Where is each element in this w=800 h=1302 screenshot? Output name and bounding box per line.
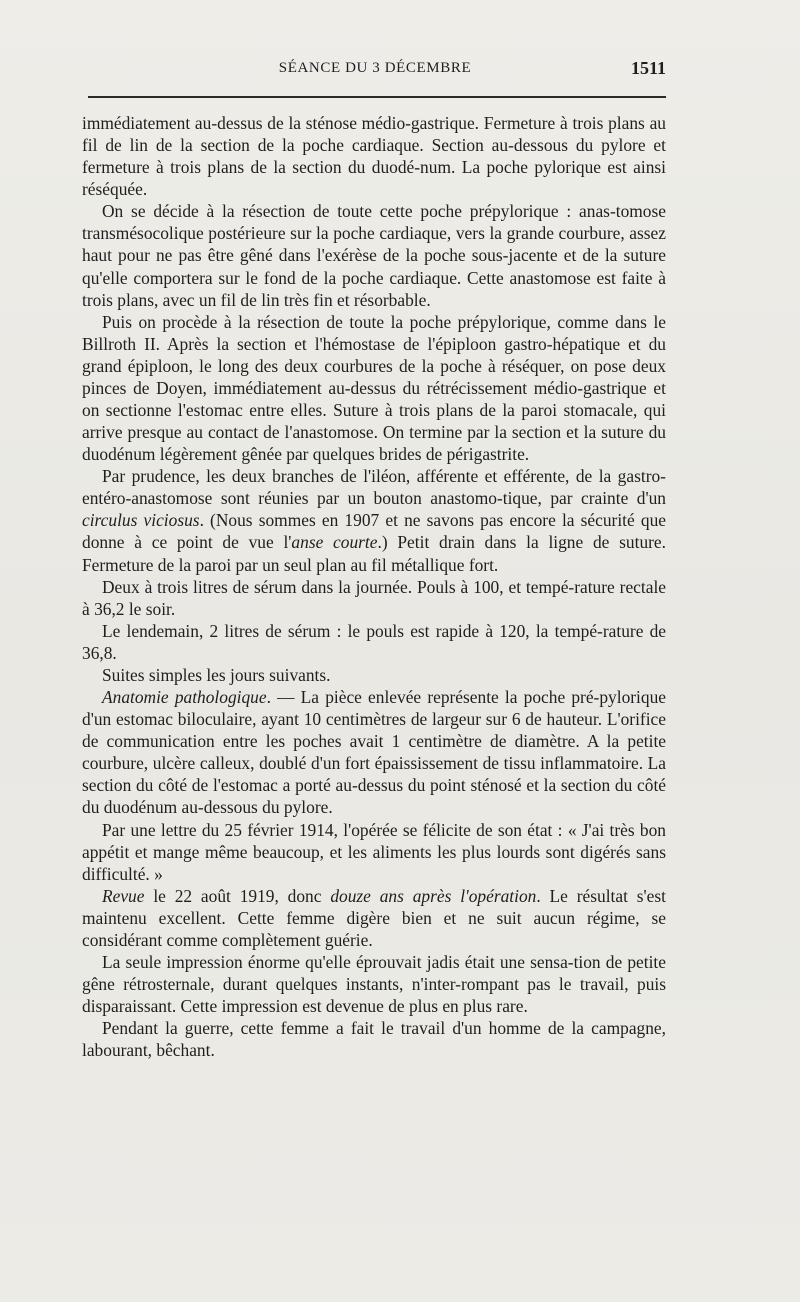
text-line: dessous du pylore et fermeture à trois plans de la section du duodé- [82, 135, 666, 178]
text-line: campagne, labourant, bêchant. [82, 1018, 666, 1061]
text-line: Puis on procède à la résection de toute la poche prépylorique, comme [102, 311, 609, 332]
text-line: Revue le 22 août 1919, donc douze ans après l'opération. Le résultat [102, 885, 628, 906]
text-line: On se décide à la résection de toute cette poche prépylorique : anas- [102, 201, 616, 222]
paragraph-p9 [82, 819, 666, 885]
text-line: dans le Billroth II. Après la section et l'hémostase de l'épiploon gastro- [82, 311, 666, 354]
running-title: SÉANCE DU 3 DÉCEMBRE [278, 60, 472, 76]
text-line: rature rectale à 36,2 le soir. [82, 576, 666, 619]
text-line: Le lendemain, 2 litres de sérum : le pouls est rapide à 120, la tempé- [102, 620, 603, 641]
paragraph-p4 [82, 465, 666, 575]
text-line: contact de l'anastomose. On termine par la section et la suture du [207, 422, 666, 443]
paragraph-p12 [82, 1017, 666, 1061]
paragraph-p1 [82, 112, 666, 200]
paragraph-p11 [82, 951, 666, 1017]
text-line: du rétrécissement médio-gastrique et on sectionne l'estomac entre [82, 377, 666, 421]
paragraph-p2 [82, 200, 666, 310]
paragraph-p3 [82, 311, 666, 466]
header-rule [88, 96, 666, 98]
text-line: l'estomac a porté au-dessus du point sténosé et la section du côté du [82, 775, 666, 818]
text-line: Petit drain dans la ligne de suture. Fermeture de la paroi par un seul [82, 532, 666, 575]
text-line: d'un fort épaississement de tissu inflammatoire. La section du côté de [82, 753, 667, 796]
paragraph-p8 [82, 686, 666, 818]
text-line: immédiatement au-dessus de la sténose médio-gastrique. Fermeture à [82, 113, 568, 133]
italic-phrase: douze ans après l'opération [330, 885, 537, 906]
text-line: elles. Suture à trois plans de la paroi stomacale, qui arrive presque au [82, 400, 666, 443]
page-number: 1511 [630, 58, 666, 78]
text-line: tion de petite gêne rétrosternale, durant quelques instants, n'inter- [82, 951, 666, 995]
paragraph-p7 [82, 664, 666, 686]
body-text [82, 112, 666, 1061]
italic-phrase: Revue [102, 885, 145, 906]
text-line: s'est maintenu excellent. Cette femme digère bien et ne suit aucun [82, 885, 666, 928]
italic-phrase: anse courte [291, 532, 378, 553]
text-line: à réséquer, on pose deux pinces de Doyen, immédiatement au-dessus [82, 355, 666, 398]
text-line: duodénum au-dessous du pylore. [103, 797, 333, 818]
text-line: La seule impression énorme qu'elle éprouvait jadis était une sensa- [102, 951, 574, 972]
text-line: Anatomie pathologique. — La pièce enlevée représente la poche pré- [102, 687, 600, 708]
text-line: fil de lin très fin et résorbable. [220, 289, 431, 310]
text-line: « J'ai très bon appétit et mange même beaucoup, et les aliments les [82, 819, 667, 862]
text-line: plus lourds sont digérés sans difficulté. » [82, 841, 666, 884]
text-line: grande courbure, assez haut pour ne pas être gêné dans l'exérèse de [82, 223, 666, 266]
text-line: Par une lettre du 25 février 1914, l'opérée se félicite de son état : [102, 819, 563, 840]
text-line: num. La poche pylorique est ainsi réséquée. [82, 157, 666, 200]
text-line: hépatique et du grand épiploon, le long des deux courbures de la poche [82, 333, 666, 376]
paragraph-p5 [82, 576, 666, 620]
text-line: 1 centimètre de diamètre. A la petite courbure, ulcère calleux, doublé [82, 731, 666, 774]
running-head [84, 58, 666, 84]
text-line: duodénum légèrement gênée par quelques brides de périgastrite. [82, 444, 530, 465]
text-line: rature de 36,8. [82, 620, 667, 663]
paragraph-p6 [82, 620, 666, 664]
text-line: Par prudence, les deux branches de l'iléon, afférente et efférente, de [102, 466, 593, 487]
text-line: Pendant la guerre, cette femme a fait le travail d'un homme de la [102, 1018, 585, 1039]
text-line: sur 6 de hauteur. L'orifice de communication entre les poches avait [82, 709, 666, 752]
text-line: la poche sous-jacente et de la suture qu'elle comportera sur le fond de [82, 245, 666, 288]
text-line: rompant pas le travail, puis disparaissant. Cette impression est devenue [82, 974, 666, 1017]
text-line: régime, se considérant comme complètement guérie. [82, 907, 666, 950]
text-line: pylorique d'un estomac biloculaire, ayant 10 centimètres de largeur [82, 687, 666, 730]
text-line: la poche cardiaque. Cette anastomose est faite à trois plans, avec un [82, 267, 666, 310]
text-line: Suites simples les jours suivants. [102, 664, 331, 685]
text-line: tique, par crainte d'un circulus viciosus. (Nous sommes en 1907 et ne [82, 488, 666, 531]
text-line: tomose transmésocolique postérieure sur la poche cardiaque, vers la [82, 201, 666, 244]
text-line: Deux à trois litres de sérum dans la journée. Pouls à 100, et tempé- [102, 576, 575, 597]
text-line: la gastro-entéro-anastomose sont réunies par un bouton anastomo- [82, 466, 666, 509]
text-line: trois plans au fil de lin de la section de la poche cardiaque. Section au- [82, 113, 666, 156]
text-line: savons pas encore la sécurité que donne à ce point de vue l'anse courte.) [82, 510, 666, 553]
italic-phrase: Anatomie pathologique [102, 687, 267, 708]
italic-phrase: circulus viciosus [82, 510, 200, 531]
text-line: de plus en plus rare. [388, 996, 528, 1017]
text-line: plan au fil métallique fort. [316, 554, 499, 575]
paragraph-p10 [82, 885, 666, 951]
